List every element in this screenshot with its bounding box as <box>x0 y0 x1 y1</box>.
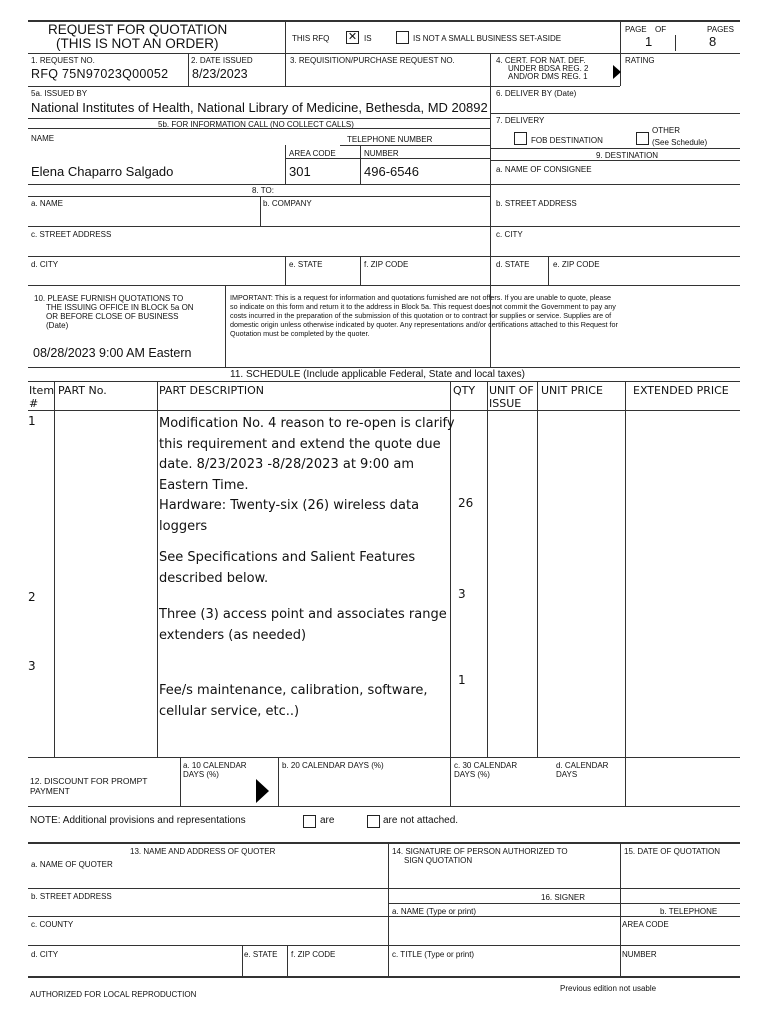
rule <box>28 285 740 286</box>
cert-label: 4. CERT. FOR NAT. DEF. <box>496 56 586 65</box>
rule <box>28 806 740 807</box>
provisions-are-not-checkbox[interactable] <box>367 815 380 828</box>
pointer-arrow-icon <box>613 65 621 79</box>
footer-left: AUTHORIZED FOR LOCAL REPRODUCTION <box>30 990 197 999</box>
are-not-label: are not attached. <box>383 815 459 826</box>
dest-city-label: c. CITY <box>496 230 523 239</box>
col-unit-price: UNIT PRICE <box>541 384 603 397</box>
form-subtitle: (THIS IS NOT AN ORDER) <box>56 36 219 51</box>
cert-label: AND/OR DMS REG. 1 <box>508 72 588 81</box>
dest-state-label: d. STATE <box>496 260 530 269</box>
rule <box>28 842 740 844</box>
see-schedule-label: (See Schedule) <box>652 138 708 147</box>
important-text: IMPORTANT: This is a request for information and quotations furnished are not offers. If you are unable to quote, please <box>230 293 612 302</box>
description-line: See Specifications and Salient Features <box>159 550 416 565</box>
rule <box>28 367 740 368</box>
bottom-border <box>28 976 740 978</box>
description-line: Hardware: Twenty-six (26) wireless data <box>159 498 420 513</box>
signature-label: 14. SIGNATURE OF PERSON AUTHORIZED TO <box>392 847 568 856</box>
furnish-label: 10. PLEASE FURNISH QUOTATIONS TO <box>34 294 184 303</box>
rating-label: RATING <box>625 56 655 65</box>
description-line: date. 8/23/2023 -8/28/2023 at 9:00 am <box>159 457 414 472</box>
signer-name-label: a. NAME (Type or print) <box>392 907 477 916</box>
quoter-zip-label: f. ZIP CODE <box>291 950 336 959</box>
description-line: Eastern Time. <box>159 477 249 493</box>
item-qty: 3 <box>458 587 466 601</box>
item-number: 1 <box>28 414 36 428</box>
rule <box>242 945 243 976</box>
phone-number-value: 496-6546 <box>364 164 419 179</box>
rule <box>287 945 288 976</box>
col-unit-of-issue: UNIT OF ISSUE <box>489 384 534 410</box>
item-qty: 1 <box>458 673 466 687</box>
important-text: costs incurred in the preparation of the submission of this quotation or to contract for supplies or service. Supplies are of <box>230 311 612 320</box>
other-label: OTHER <box>652 126 680 135</box>
issued-by-label: 5a. ISSUED BY <box>31 89 88 98</box>
description-line: Modification No. 4 reason to re-open is clarify <box>159 416 455 431</box>
furnish-label: (Date) <box>46 321 69 330</box>
to-label: 8. TO: <box>252 186 274 195</box>
important-text: Quotation must be completed by the quoter. <box>230 329 370 338</box>
request-no-label: 1. REQUEST NO. <box>31 56 95 65</box>
rule <box>28 196 490 197</box>
description-line: extenders (as needed) <box>159 627 307 643</box>
name-label: NAME <box>31 134 55 143</box>
date-issued-value: 8/23/2023 <box>192 67 248 81</box>
of-label: OF <box>655 25 667 34</box>
col-item: Item # <box>29 384 55 410</box>
important-text: so indicate on this form and return it to the address in Block 5a. This request does not commit the Government to pay any <box>230 302 616 311</box>
quoter-state-label: e. STATE <box>244 950 278 959</box>
request-no-value: RFQ 75N97023Q00052 <box>31 67 169 81</box>
rule <box>285 145 286 184</box>
rule <box>388 842 389 976</box>
fob-label: FOB DESTINATION <box>531 136 603 145</box>
description-line: cellular service, etc..) <box>159 703 300 719</box>
date-issued-label: 2. DATE ISSUED <box>191 56 253 65</box>
rule <box>180 757 181 806</box>
rule <box>28 184 740 185</box>
this-rfq-label: THIS RFQ <box>292 34 330 43</box>
discount-20-label: b. 20 CALENDAR DAYS (%) <box>282 761 384 770</box>
rule <box>620 842 621 976</box>
number-label: NUMBER <box>364 149 399 158</box>
rule <box>28 945 740 946</box>
rule <box>285 256 286 285</box>
rule <box>487 381 488 757</box>
page-number: 1 <box>645 34 653 49</box>
rule <box>625 381 626 806</box>
to-zip-label: f. ZIP CODE <box>364 260 409 269</box>
destination-label: 9. DESTINATION <box>596 151 659 160</box>
date-of-quotation-label: 15. DATE OF QUOTATION <box>624 847 721 856</box>
item-number: 3 <box>28 659 36 673</box>
quoter-name-label: a. NAME OF QUOTER <box>31 860 113 869</box>
area-code-label: AREA CODE <box>289 149 336 158</box>
quote-due-date: 08/28/2023 9:00 AM Eastern <box>33 346 192 360</box>
quoter-city-label: d. CITY <box>31 950 59 959</box>
provisions-are-checkbox[interactable] <box>303 815 316 828</box>
to-name-label: a. NAME <box>31 199 64 208</box>
rfq-is-checkbox[interactable] <box>346 31 359 44</box>
discount-days-label: DAYS <box>556 770 578 779</box>
dest-street-label: b. STREET ADDRESS <box>496 199 577 208</box>
rule <box>278 757 279 806</box>
rule <box>360 145 361 184</box>
discount-10-label: a. 10 CALENDAR <box>183 761 247 770</box>
important-text: domestic origin unless otherwise indicated by quoter. Any representations and/or certifications attached to this Request for <box>230 320 618 329</box>
to-city-label: d. CITY <box>31 260 59 269</box>
other-checkbox[interactable] <box>636 132 649 145</box>
col-qty: QTY <box>453 384 476 397</box>
phone-label: TELEPHONE NUMBER <box>347 135 433 144</box>
rule <box>188 53 189 86</box>
discount-label: 12. DISCOUNT FOR PROMPT <box>30 776 148 786</box>
to-state-label: e. STATE <box>289 260 323 269</box>
rule <box>28 53 740 54</box>
rule <box>28 226 740 227</box>
rule <box>54 381 55 757</box>
dest-zip-label: e. ZIP CODE <box>553 260 600 269</box>
to-company-label: b. COMPANY <box>263 199 312 208</box>
rule <box>285 158 490 159</box>
description-line: loggers <box>159 518 208 534</box>
total-pages: 8 <box>709 34 717 49</box>
rule <box>490 160 740 161</box>
rule <box>285 20 286 86</box>
item-number: 2 <box>28 590 36 604</box>
col-part-no: PART No. <box>58 384 107 397</box>
rule <box>675 35 676 51</box>
area-code-value: 301 <box>289 164 311 179</box>
rule <box>28 256 740 257</box>
note-text: NOTE: Additional provisions and representations <box>30 815 246 826</box>
rule <box>490 113 740 114</box>
rule <box>28 381 740 382</box>
footer-right: Previous edition not usable <box>560 984 657 993</box>
rule <box>360 256 361 285</box>
rule <box>28 86 490 87</box>
pages-label: PAGES <box>707 25 734 34</box>
are-label: are <box>320 815 335 826</box>
rule <box>28 410 740 411</box>
description-line: described below. <box>159 570 269 586</box>
rule <box>225 285 226 367</box>
col-extended-price: EXTENDED PRICE <box>633 384 729 397</box>
info-call-label: 5b. FOR INFORMATION CALL (NO COLLECT CALLS) <box>158 120 354 129</box>
rule <box>388 903 740 904</box>
discount-30-label: c. 30 CALENDAR <box>454 761 518 770</box>
schedule-title: 11. SCHEDULE (Include applicable Federal, State and local taxes) <box>230 369 525 380</box>
rule <box>490 86 620 87</box>
rule <box>28 757 740 758</box>
item-qty: 26 <box>458 496 474 510</box>
rule <box>28 916 740 917</box>
cert-label: UNDER BDSA REG. 2 <box>508 64 589 73</box>
signer-number-label: NUMBER <box>622 950 657 959</box>
rule <box>157 381 158 757</box>
discount-10-label: DAYS (%) <box>183 770 219 779</box>
checkmark-icon: ✕ <box>347 31 358 43</box>
rule <box>450 381 451 806</box>
description-line: Fee/s maintenance, calibration, software, <box>159 683 428 698</box>
description-line: Three (3) access point and associates range <box>159 607 447 622</box>
quoter-section-label: 13. NAME AND ADDRESS OF QUOTER <box>130 847 276 856</box>
discount-30-label: DAYS (%) <box>454 770 490 779</box>
discount-days-label: d. CALENDAR <box>556 761 609 770</box>
contact-name: Elena Chaparro Salgado <box>31 164 174 179</box>
furnish-label: THE ISSUING OFFICE IN BLOCK 5a ON <box>46 303 194 312</box>
is-label: IS <box>364 34 372 43</box>
description-line: this requirement and extend the quote due <box>159 436 441 452</box>
quoter-street-label: b. STREET ADDRESS <box>31 892 112 901</box>
form-title: REQUEST FOR QUOTATION <box>48 22 228 37</box>
page-label: PAGE <box>625 25 647 34</box>
rule <box>340 145 490 146</box>
deliver-by-label: 6. DELIVER BY (Date) <box>496 89 577 98</box>
signature-label: SIGN QUOTATION <box>404 856 473 865</box>
rule <box>28 888 740 889</box>
signer-label: 16. SIGNER <box>541 893 586 902</box>
is-not-label: IS NOT A SMALL BUSINESS SET-ASIDE <box>413 34 562 43</box>
consignee-label: a. NAME OF CONSIGNEE <box>496 165 592 174</box>
delivery-label: 7. DELIVERY <box>496 116 545 125</box>
col-description: PART DESCRIPTION <box>159 384 264 397</box>
furnish-label: OR BEFORE CLOSE OF BUSINESS <box>46 312 179 321</box>
signer-area-code-label: AREA CODE <box>622 920 669 929</box>
rule <box>490 148 740 149</box>
to-street-label: c. STREET ADDRESS <box>31 230 112 239</box>
discount-label: PAYMENT <box>30 786 70 796</box>
signer-phone-label: b. TELEPHONE <box>660 907 718 916</box>
fob-destination-checkbox[interactable] <box>514 132 527 145</box>
rfq-is-not-checkbox[interactable] <box>396 31 409 44</box>
quoter-county-label: c. COUNTY <box>31 920 74 929</box>
rule <box>537 381 538 757</box>
rule <box>28 118 490 119</box>
pointer-arrow-icon <box>256 779 269 803</box>
issued-by-value: National Institutes of Health, National Library of Medicine, Bethesda, MD 20892 <box>31 100 488 115</box>
rule <box>548 256 549 285</box>
signer-title-label: c. TITLE (Type or print) <box>392 950 475 959</box>
rule <box>260 196 261 226</box>
requisition-label: 3. REQUISITION/PURCHASE REQUEST NO. <box>290 56 455 65</box>
